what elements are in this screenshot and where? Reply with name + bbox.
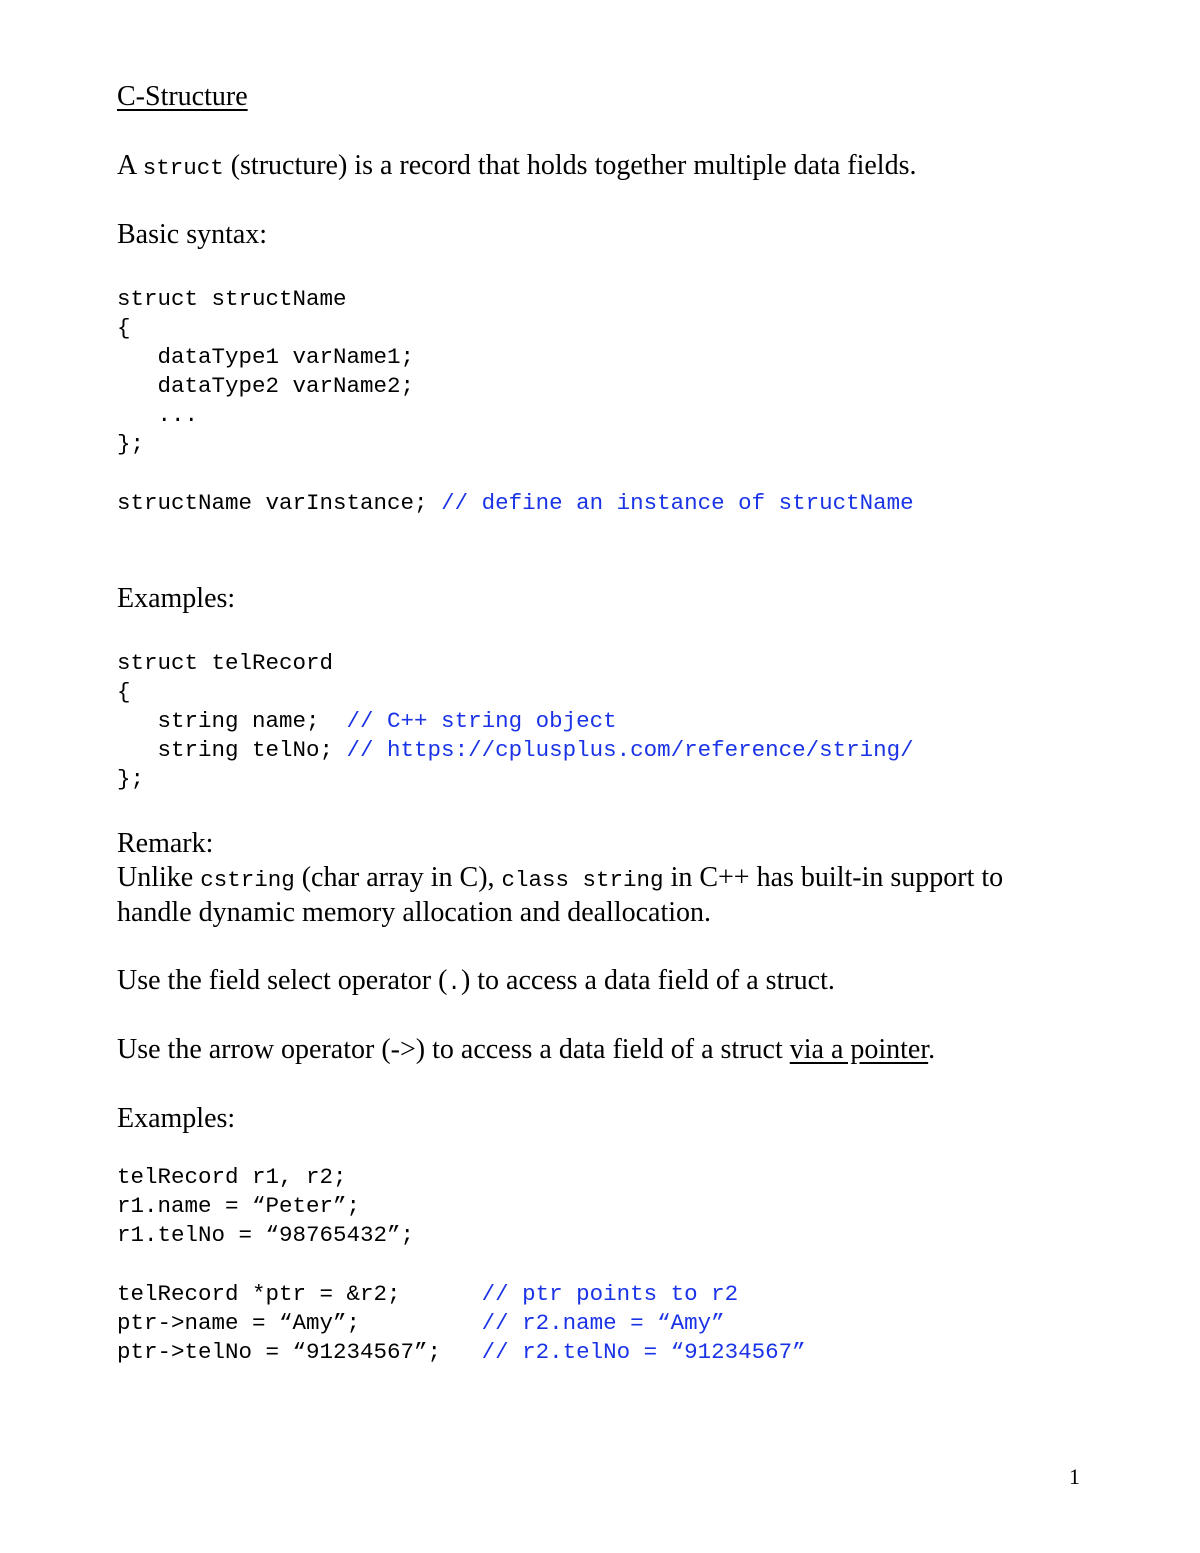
code-line: ... [117,402,199,428]
code-text: string name; [117,708,347,734]
code-text: ptr->telNo = “91234567”; [117,1339,482,1365]
examples-heading-2: Examples: [117,1103,236,1134]
via-pointer-underlined: via a pointer [789,1034,929,1065]
code-text: ptr->name = “Amy”; [117,1310,482,1336]
intro-pre: A [117,150,143,181]
code-line [117,707,914,736]
basic-syntax-heading: Basic syntax: [117,219,268,250]
page-number: 1 [1069,1464,1080,1489]
code-text: telRecord *ptr = &r2; [117,1281,482,1307]
code-line: r1.name = “Peter”; [117,1193,361,1219]
remark-line-2: handle dynamic memory allocation and deallocation. [117,897,712,928]
code-comment: // https://cplusplus.com/reference/string/ [346,737,914,763]
code-line [117,1280,806,1309]
intro-code-struct: struct [142,155,224,181]
dot-operator-code: . [447,970,461,996]
code-comment: // ptr points to r2 [481,1281,739,1307]
code-comment: // C++ string object [346,708,617,734]
arrow-operator-code: -> [390,1034,416,1065]
remark-heading: Remark: [117,828,214,859]
remark-code-class-string: class string [501,867,664,893]
example-struct-code-block [117,649,914,794]
code-line [117,1309,806,1338]
paragraph-text: Use the arrow operator ( [117,1034,391,1065]
code-line: telRecord r1, r2; [117,1164,347,1190]
paragraph-text: Use the field select operator ( [117,965,448,996]
instance-comment: // define an instance of structName [441,490,914,516]
remark-line-1 [117,860,1003,898]
paragraph-text: . [928,1034,936,1065]
instance-code-line [117,489,914,518]
paragraph-text: ) to access a data field of a struct [415,1034,790,1065]
code-line [117,1338,806,1367]
example-usage-code-block [117,1163,414,1250]
code-comment: // r2.name = “Amy” [481,1310,725,1336]
remark-text: in C++ has built-in support to [663,862,1004,893]
code-line: struct structName [117,286,347,312]
code-text: string telNo; [117,737,347,763]
code-line: r1.telNo = “98765432”; [117,1222,415,1248]
code-line: }; [117,431,145,457]
intro-post: (structure) is a record that holds together multiple data fields. [223,150,917,181]
code-line: { [117,315,131,341]
code-line [117,736,914,765]
example-pointer-code-block [117,1280,806,1367]
paragraph-text: ) to access a data field of a struct. [460,965,835,996]
code-line: struct telRecord [117,650,334,676]
code-line: { [117,679,131,705]
instance-code: structName varInstance; [117,490,442,516]
intro-paragraph [117,148,916,186]
page-title: C-Structure [117,81,248,112]
code-line: }; [117,766,145,792]
examples-heading: Examples: [117,583,236,614]
remark-code-cstring: cstring [200,867,295,893]
code-line: dataType2 varName2; [117,373,415,399]
field-select-paragraph [117,963,835,1001]
code-line: dataType1 varName1; [117,344,415,370]
syntax-code-block [117,285,414,459]
remark-text: (char array in C), [294,862,502,893]
arrow-operator-paragraph [117,1032,935,1067]
code-comment: // r2.telNo = “91234567” [481,1339,806,1365]
remark-text: Unlike [117,862,201,893]
